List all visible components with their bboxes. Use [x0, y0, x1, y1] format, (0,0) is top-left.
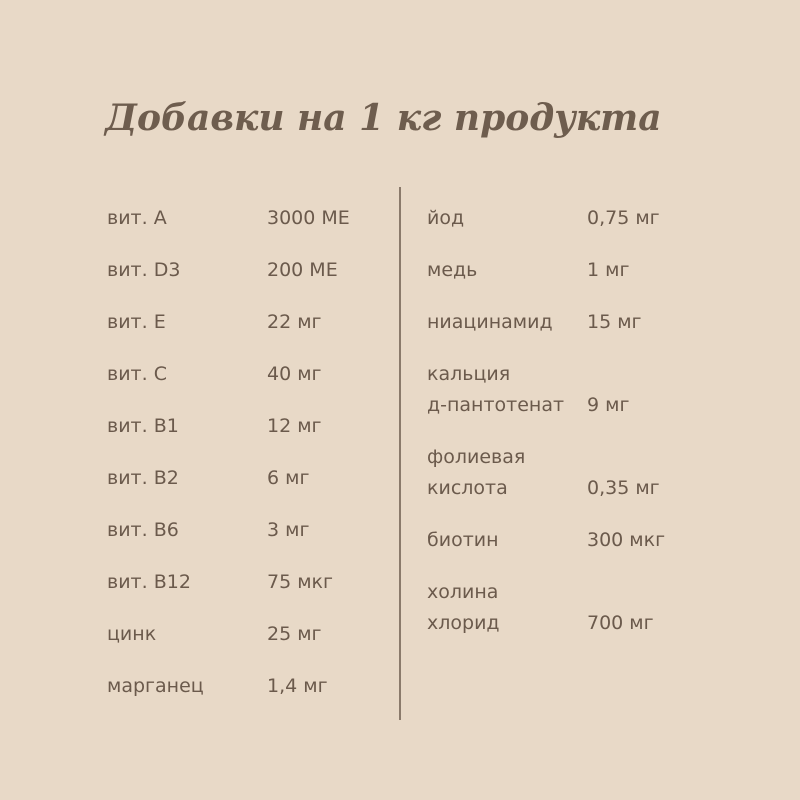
ingredient-name: вит. А — [107, 207, 167, 229]
ingredient-name: ниацинамид — [427, 311, 553, 333]
ingredient-name-line1: холина — [427, 581, 499, 603]
ingredient-name-line2: кислота — [427, 477, 508, 499]
ingredient-amount: 40 мг — [267, 363, 322, 385]
ingredient-amount: 25 мг — [267, 623, 322, 645]
ingredient-name: цинк — [107, 623, 157, 645]
ingredient-amount: 700 мг — [587, 612, 654, 634]
ingredient-name: вит. D3 — [107, 259, 181, 281]
ingredient-name: вит. В2 — [107, 467, 179, 489]
ingredient-name: йод — [427, 207, 465, 229]
ingredient-amount: 0,35 мг — [587, 477, 660, 499]
ingredient-name-line2: хлорид — [427, 612, 500, 634]
ingredient-name: вит. С — [107, 363, 167, 385]
ingredient-amount: 1,4 мг — [267, 675, 328, 697]
ingredient-name: вит. В12 — [107, 571, 191, 593]
ingredient-name: вит. Е — [107, 311, 166, 333]
ingredient-amount: 300 мкг — [587, 529, 666, 551]
page-title: Добавки на 1 кг продукта — [105, 97, 662, 139]
ingredient-amount: 1 мг — [587, 259, 630, 281]
ingredient-name: вит. В6 — [107, 519, 179, 541]
ingredient-amount: 3 мг — [267, 519, 310, 541]
ingredient-amount: 200 МЕ — [267, 259, 338, 281]
column-divider — [399, 187, 401, 720]
ingredient-name-line1: кальция — [427, 363, 511, 385]
ingredient-amount: 75 мкг — [267, 571, 334, 593]
ingredient-name-line1: фолиевая — [427, 446, 526, 468]
ingredient-name: биотин — [427, 529, 499, 551]
ingredient-amount: 22 мг — [267, 311, 322, 333]
ingredient-amount: 9 мг — [587, 394, 630, 416]
ingredient-amount: 6 мг — [267, 467, 310, 489]
ingredient-name: марганец — [107, 675, 204, 697]
ingredient-name-line2: д-пантотенат — [427, 394, 565, 416]
ingredient-amount: 0,75 мг — [587, 207, 660, 229]
ingredient-name: медь — [427, 259, 478, 281]
ingredient-amount: 12 мг — [267, 415, 322, 437]
ingredient-name: вит. В1 — [107, 415, 179, 437]
ingredient-amount: 15 мг — [587, 311, 642, 333]
ingredient-amount: 3000 МЕ — [267, 207, 350, 229]
